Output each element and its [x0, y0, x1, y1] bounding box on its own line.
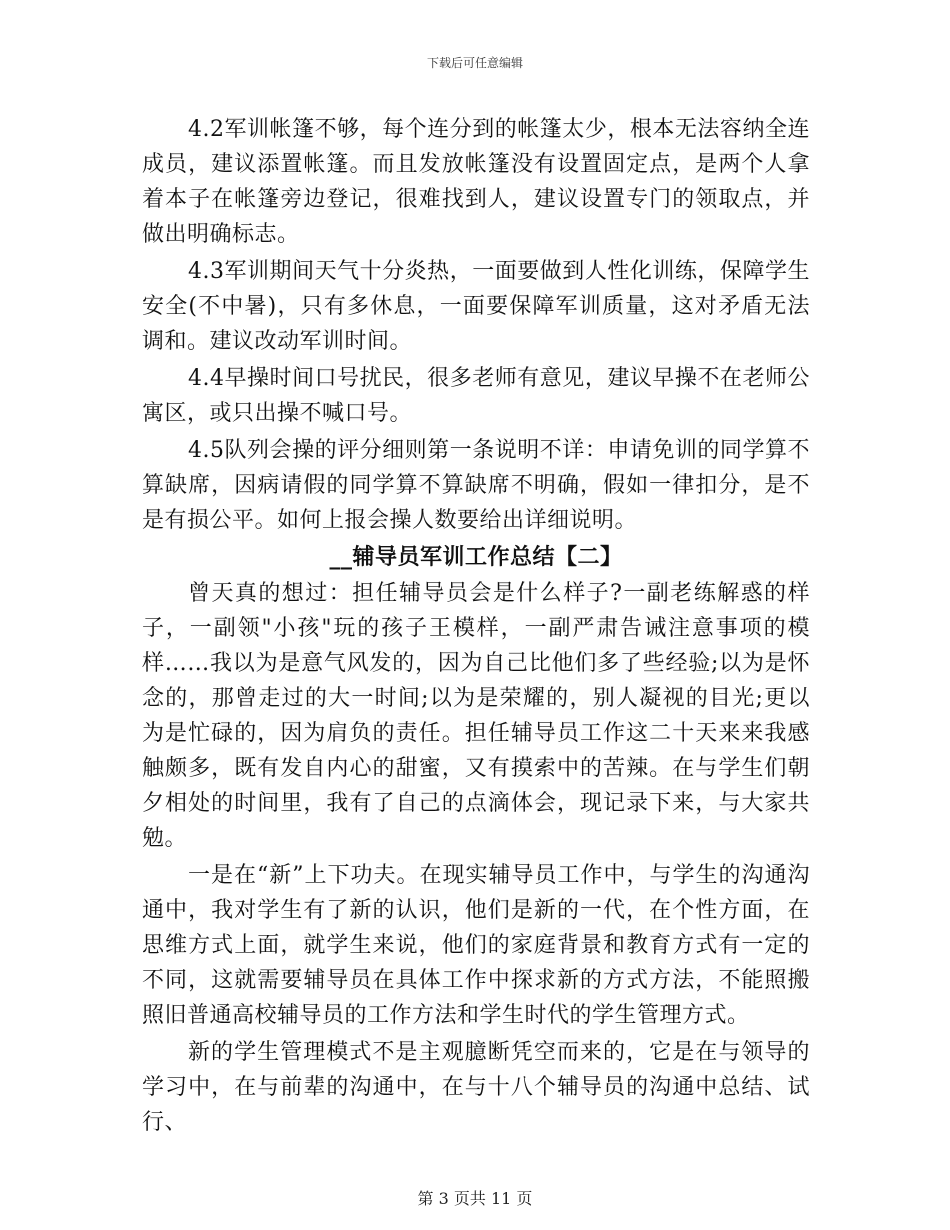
section-heading: __辅导员军训工作总结【二】 — [329, 545, 623, 570]
paragraph-4-3: 4.3军训期间天气十分炎热，一面要做到人性化训练，保障学生安全(不中暑)，只有多休息，一面要保障军训质量，这对矛盾无法调和。建议改动军训时间。 — [142, 259, 810, 354]
paragraph-4-4: 4.4早操时间口号扰民，很多老师有意见，建议早操不在老师公寓区，或只出操不喊口号。 — [142, 366, 810, 426]
paragraph-point-one: 一是在“新”上下功夫。在现实辅导员工作中，与学生的沟通沟通中，我对学生有了新的认识，他们是新的一代，在个性方面，在思维方式上面，就学生来说，他们的家庭背景和教育方式有一定的不同，这就需要辅导员在具体工作中探求新的方式方法，不能照搬照旧普通高校辅导员的工作方法和学生时代的学生管理方式。 — [142, 863, 810, 1028]
paragraph-new-model: 新的学生管理模式不是主观臆断凭空而来的，它是在与领导的学习中，在与前辈的沟通中，在与十八个辅导员的沟通中总结、试行、 — [142, 1040, 810, 1135]
paragraph-4-5: 4.5队列会操的评分细则第一条说明不详：申请免训的同学算不算缺席，因病请假的同学算不算缺席不明确，假如一律扣分，是不是有损公平。如何上报会操人数要给出详细说明。 — [142, 438, 810, 533]
document-body — [142, 112, 810, 1142]
paragraph-4-2: 4.2军训帐篷不够，每个连分到的帐篷太少，根本无法容纳全连成员，建议添置帐篷。而且发放帐篷没有设置固定点，是两个人拿着本子在帐篷旁边登记，很难找到人，建议设置专门的领取点，并做出明确标志。 — [142, 117, 810, 247]
paragraph-intro: 曾天真的想过：担任辅导员会是什么样子?一副老练解惑的样子，一副领"小孩"玩的孩子王模样，一副严肃告诫注意事项的模样……我以为是意气风发的，因为自己比他们多了些经验;以为是怀念的，那曾走过的大一时间;以为是荣耀的，别人凝视的目光;更以为是忙碌的，因为肩负的责任。担任辅导员工作这二十天来来我感触颇多，既有发自内心的甜蜜，又有摸索中的苦辣。在与学生们朝夕相处的时间里，我有了自己的点滴体会，现记录下来，与大家共勉。 — [142, 581, 810, 851]
page-header: 下载后可任意编辑 — [426, 56, 523, 70]
page-footer: 第 3 页共 11 页 — [417, 1189, 533, 1208]
